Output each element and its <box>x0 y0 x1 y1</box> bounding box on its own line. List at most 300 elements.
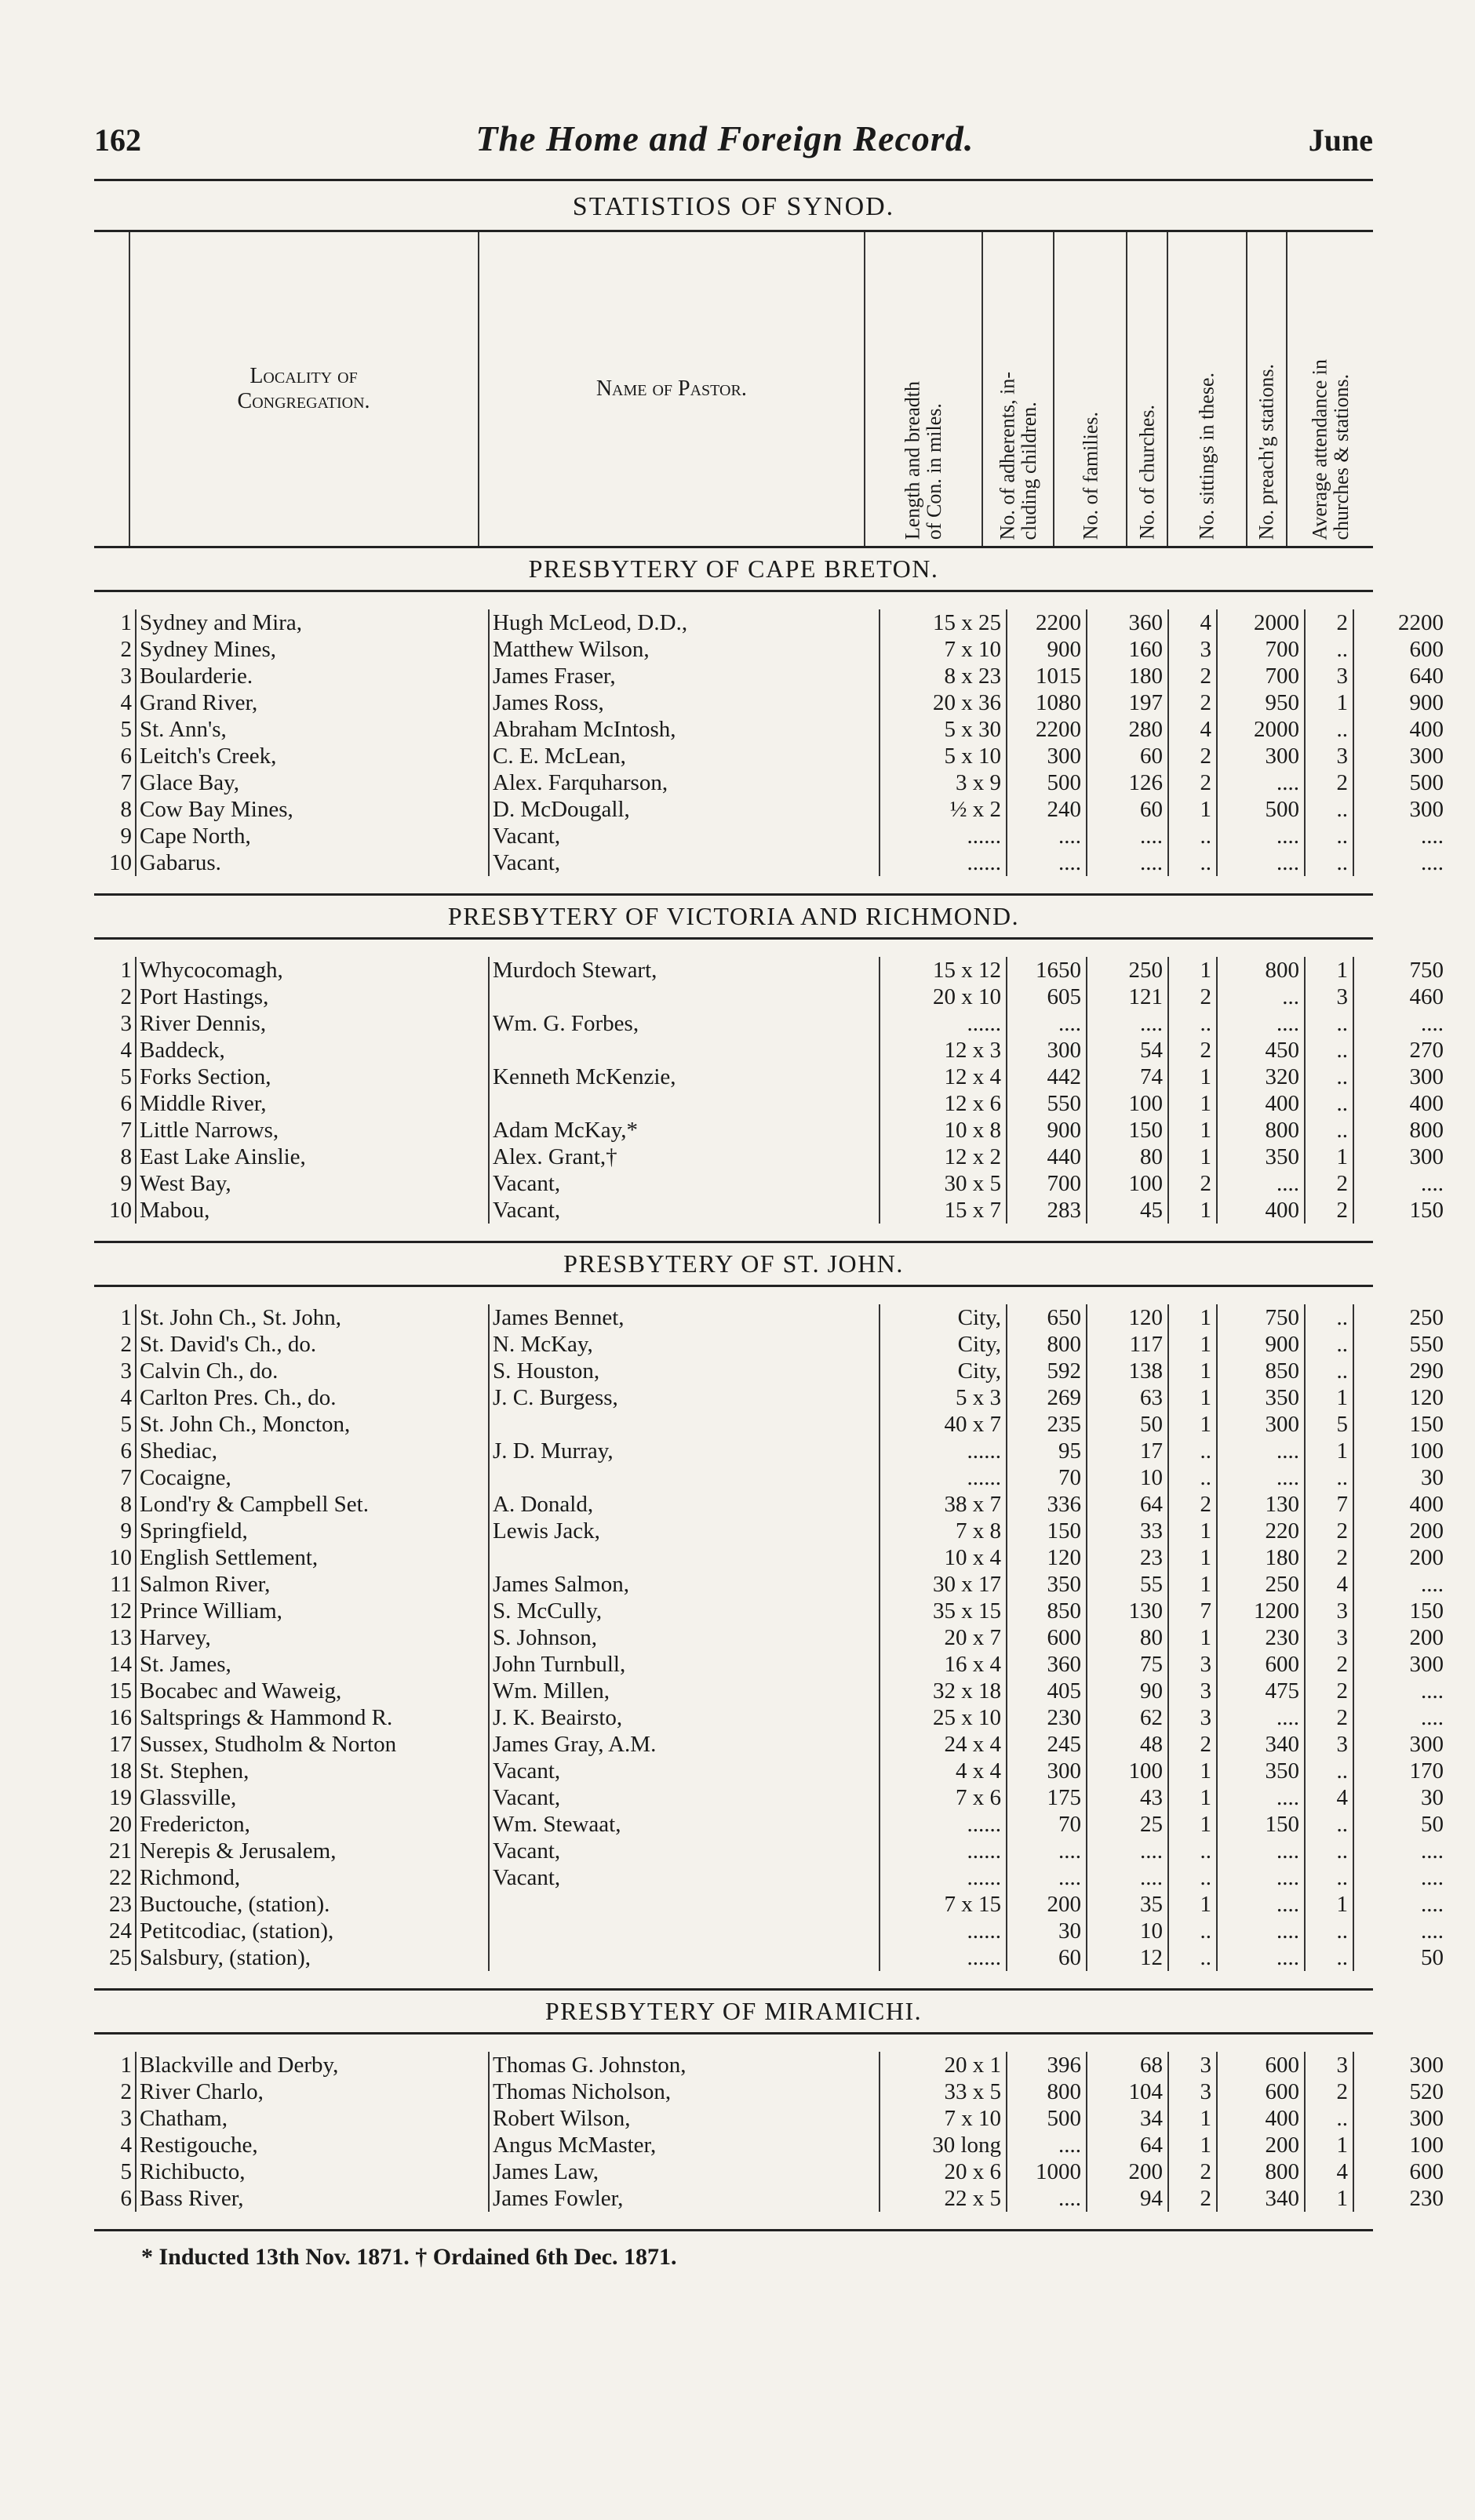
stat-cell: 160 <box>1087 636 1168 663</box>
stat-cell: 800 <box>1217 2158 1305 2185</box>
stat-cell: .... <box>1353 1838 1448 1864</box>
stat-cell: 250 <box>1087 957 1168 984</box>
stat-cell: .... <box>1217 1944 1305 1971</box>
stat-cell: 30 <box>1353 1464 1448 1491</box>
stat-cell: 1000 <box>1007 2158 1087 2185</box>
stat-cell: 2200 <box>1007 716 1087 743</box>
pastor-cell: Kenneth McKenzie, <box>489 1064 880 1090</box>
table-row <box>94 1624 1448 1651</box>
stat-cell: 2 <box>1168 689 1217 716</box>
stat-cell: 300 <box>1353 796 1448 823</box>
stat-cell: 605 <box>1007 984 1087 1010</box>
stat-cell: .... <box>1353 1010 1448 1037</box>
header-attendance-label: Average attendance in churches & stations. <box>1308 358 1353 540</box>
locality-cell: Glace Bay, <box>136 769 489 796</box>
stat-cell: .. <box>1168 1864 1217 1891</box>
stat-cell: 1 <box>1168 1117 1217 1144</box>
stat-cell: 1 <box>1305 689 1353 716</box>
stat-cell: 1650 <box>1007 957 1087 984</box>
table-row <box>94 957 1448 984</box>
stat-cell: .... <box>1087 823 1168 849</box>
row-number: 14 <box>109 1652 132 1677</box>
stat-cell: 94 <box>1087 2185 1168 2212</box>
stat-cell: 1 <box>1168 1624 1217 1651</box>
pastor-cell <box>489 1411 880 1438</box>
stat-cell: ½ x 2 <box>880 796 1007 823</box>
row-number: 6 <box>120 2186 132 2211</box>
row-number: 1 <box>120 1305 132 1330</box>
pastor-cell: Vacant, <box>489 1170 880 1197</box>
stat-cell: 2 <box>1168 2158 1217 2185</box>
stat-cell: 60 <box>1007 1944 1087 1971</box>
stat-cell: .... <box>1007 823 1087 849</box>
header-pastor: Name of Pastor. <box>479 232 866 546</box>
locality-cell: Leitch's Creek, <box>136 743 489 769</box>
stat-cell: 63 <box>1087 1384 1168 1411</box>
pastor-cell: S. Johnson, <box>489 1624 880 1651</box>
stat-cell: 240 <box>1007 796 1087 823</box>
stat-cell: .... <box>1353 1678 1448 1704</box>
stat-cell: 7 x 15 <box>880 1891 1007 1918</box>
stat-cell: 400 <box>1353 1090 1448 1117</box>
pastor-cell: Vacant, <box>489 1784 880 1811</box>
table-row <box>94 1918 1448 1944</box>
pastor-cell: N. McKay, <box>489 1331 880 1358</box>
table-row <box>94 1464 1448 1491</box>
row-number: 2 <box>120 637 132 662</box>
stat-cell: .. <box>1305 1304 1353 1331</box>
stat-cell: .. <box>1305 716 1353 743</box>
presbytery-table <box>94 957 1448 1224</box>
stat-cell: 1 <box>1168 957 1217 984</box>
stat-cell: 200 <box>1217 2132 1305 2158</box>
row-number: 2 <box>120 1332 132 1357</box>
stat-cell: 300 <box>1007 743 1087 769</box>
stat-cell: 175 <box>1007 1784 1087 1811</box>
stat-cell: 3 <box>1168 1651 1217 1678</box>
locality-cell: St. Ann's, <box>136 716 489 743</box>
table-row <box>94 663 1448 689</box>
stat-cell: ...... <box>880 1464 1007 1491</box>
locality-cell: St. James, <box>136 1651 489 1678</box>
stat-cell: 900 <box>1353 689 1448 716</box>
stat-cell: 10 x 4 <box>880 1544 1007 1571</box>
stat-cell: .... <box>1217 823 1305 849</box>
stat-cell: 200 <box>1353 1544 1448 1571</box>
stat-cell: 34 <box>1087 2105 1168 2132</box>
table-row <box>94 849 1448 876</box>
stat-cell: 25 <box>1087 1811 1168 1838</box>
stat-cell: .... <box>1217 1891 1305 1918</box>
stat-cell: 1 <box>1305 1384 1353 1411</box>
row-number: 6 <box>120 1091 132 1116</box>
table-row <box>94 823 1448 849</box>
presbytery-table <box>94 1304 1448 1971</box>
stat-cell: City, <box>880 1358 1007 1384</box>
locality-cell: Sussex, Studholm & Norton <box>136 1731 489 1758</box>
pastor-cell: Thomas Nicholson, <box>489 2078 880 2105</box>
row-number: 9 <box>120 1171 132 1196</box>
stat-cell: 7 <box>1168 1598 1217 1624</box>
stat-cell: 2 <box>1305 769 1353 796</box>
table-row <box>94 796 1448 823</box>
stat-cell: 4 <box>1305 1571 1353 1598</box>
header-locality: Locality of Congregation. <box>129 232 479 546</box>
stat-cell: 400 <box>1217 1090 1305 1117</box>
header-churches <box>1127 232 1167 546</box>
stat-cell: 700 <box>1217 663 1305 689</box>
stat-cell: 1 <box>1168 2105 1217 2132</box>
section-title: STATISTIOS OF SYNOD. <box>572 192 895 221</box>
row-number: 2 <box>120 984 132 1009</box>
locality-cell: Bocabec and Waweig, <box>136 1678 489 1704</box>
stat-cell: 12 x 4 <box>880 1064 1007 1090</box>
stat-cell: 1 <box>1305 2132 1353 2158</box>
pastor-cell: Vacant, <box>489 1197 880 1224</box>
stat-cell: 7 x 10 <box>880 636 1007 663</box>
stat-cell: 33 <box>1087 1518 1168 1544</box>
stat-cell: 1 <box>1168 1090 1217 1117</box>
stat-cell: 2 <box>1168 1037 1217 1064</box>
row-number: 18 <box>109 1758 132 1784</box>
stat-cell: 520 <box>1353 2078 1448 2105</box>
stat-cell: 30 long <box>880 2132 1007 2158</box>
stat-cell: .... <box>1007 1838 1087 1864</box>
stat-cell: 2 <box>1168 1170 1217 1197</box>
stat-cell: 150 <box>1007 1518 1087 1544</box>
stat-cell: 1080 <box>1007 689 1087 716</box>
stat-cell: 1 <box>1168 1144 1217 1170</box>
stat-cell: 442 <box>1007 1064 1087 1090</box>
stat-cell: 2 <box>1168 743 1217 769</box>
stat-cell: 80 <box>1087 1144 1168 1170</box>
header-stations-label: No. preach'g stations. <box>1255 363 1278 540</box>
table-row <box>94 1491 1448 1518</box>
stat-cell: 2 <box>1305 1678 1353 1704</box>
header-stations <box>1247 232 1287 546</box>
stat-cell: .... <box>1217 1170 1305 1197</box>
stat-cell: 15 x 12 <box>880 957 1007 984</box>
stat-cell: .... <box>1217 1838 1305 1864</box>
stat-cell: 2 <box>1305 1170 1353 1197</box>
stat-cell: .... <box>1353 1170 1448 1197</box>
section-gap <box>94 2035 1373 2052</box>
stat-cell: .... <box>1007 1864 1087 1891</box>
table-row <box>94 1438 1448 1464</box>
pastor-cell: Adam McKay,* <box>489 1117 880 1144</box>
pastor-cell: D. McDougall, <box>489 796 880 823</box>
pastor-cell: Alex. Grant,† <box>489 1144 880 1170</box>
stat-cell: 3 <box>1305 663 1353 689</box>
presbytery-table <box>94 609 1448 876</box>
stat-cell: 35 x 15 <box>880 1598 1007 1624</box>
stat-cell: 23 <box>1087 1544 1168 1571</box>
stat-cell: .. <box>1305 823 1353 849</box>
stat-cell: 1 <box>1168 1384 1217 1411</box>
row-number: 15 <box>109 1678 132 1704</box>
table-row <box>94 1010 1448 1037</box>
table-row <box>94 636 1448 663</box>
pastor-cell: S. McCully, <box>489 1598 880 1624</box>
stat-cell: 5 x 3 <box>880 1384 1007 1411</box>
locality-cell: St. John Ch., St. John, <box>136 1304 489 1331</box>
presbytery-title: PRESBYTERY OF CAPE BRETON. <box>94 548 1373 592</box>
stat-cell: .... <box>1087 1010 1168 1037</box>
locality-cell: Petitcodiac, (station), <box>136 1918 489 1944</box>
section-rule <box>94 2212 1373 2231</box>
locality-cell: River Dennis, <box>136 1010 489 1037</box>
header-rule <box>94 179 1373 181</box>
row-number: 7 <box>120 1465 132 1490</box>
table-row <box>94 2078 1448 2105</box>
stat-cell: 800 <box>1217 1117 1305 1144</box>
stat-cell: 4 <box>1168 609 1217 636</box>
row-number: 4 <box>120 690 132 715</box>
pastor-cell: James Bennet, <box>489 1304 880 1331</box>
stat-cell: ...... <box>880 1838 1007 1864</box>
stat-cell: 197 <box>1087 689 1168 716</box>
stat-cell: 2 <box>1305 1518 1353 1544</box>
table-row <box>94 1117 1448 1144</box>
stat-cell: 600 <box>1353 2158 1448 2185</box>
header-length <box>865 232 983 546</box>
locality-cell: Richmond, <box>136 1864 489 1891</box>
stat-cell: 4 x 4 <box>880 1758 1007 1784</box>
locality-cell: English Settlement, <box>136 1544 489 1571</box>
row-number: 4 <box>120 1038 132 1063</box>
stat-cell: .... <box>1353 1704 1448 1731</box>
section-gap <box>94 940 1373 957</box>
stat-cell: 126 <box>1087 769 1168 796</box>
stat-cell: 60 <box>1087 743 1168 769</box>
stat-cell: .... <box>1007 2185 1087 2212</box>
row-number: 16 <box>109 1705 132 1730</box>
stat-cell: 2 <box>1168 663 1217 689</box>
stat-cell: .... <box>1087 1838 1168 1864</box>
stat-cell: 100 <box>1353 1438 1448 1464</box>
stat-cell: .. <box>1168 823 1217 849</box>
page <box>94 118 1444 2271</box>
pastor-cell <box>489 1464 880 1491</box>
stat-cell: 30 x 5 <box>880 1170 1007 1197</box>
pastor-cell: J. K. Beairsto, <box>489 1704 880 1731</box>
stat-cell: 475 <box>1217 1678 1305 1704</box>
locality-cell: Restigouche, <box>136 2132 489 2158</box>
stat-cell: .. <box>1305 1838 1353 1864</box>
row-number: 19 <box>109 1785 132 1810</box>
page-number: 162 <box>94 122 141 158</box>
row-number: 6 <box>120 744 132 769</box>
row-number: 4 <box>120 2133 132 2158</box>
table-row <box>94 1304 1448 1331</box>
locality-cell: Mabou, <box>136 1197 489 1224</box>
stat-cell: 350 <box>1007 1571 1087 1598</box>
table-row <box>94 1358 1448 1384</box>
locality-cell: Fredericton, <box>136 1811 489 1838</box>
stat-cell: 90 <box>1087 1678 1168 1704</box>
stat-cell: 7 x 10 <box>880 2105 1007 2132</box>
stat-cell: 32 x 18 <box>880 1678 1007 1704</box>
row-number: 8 <box>120 1144 132 1169</box>
stat-cell: 130 <box>1217 1491 1305 1518</box>
locality-cell: Baddeck, <box>136 1037 489 1064</box>
locality-cell: Cow Bay Mines, <box>136 796 489 823</box>
presbytery-table <box>94 2052 1448 2212</box>
row-number: 5 <box>120 1064 132 1089</box>
stat-cell: 650 <box>1007 1304 1087 1331</box>
table-row <box>94 689 1448 716</box>
pastor-cell: James Ross, <box>489 689 880 716</box>
stat-cell: 700 <box>1007 1170 1087 1197</box>
stat-cell: .... <box>1353 823 1448 849</box>
stat-cell: .... <box>1353 1864 1448 1891</box>
stat-cell: .. <box>1168 1838 1217 1864</box>
stat-cell: 405 <box>1007 1678 1087 1704</box>
stat-cell: 17 <box>1087 1438 1168 1464</box>
stat-cell: 200 <box>1353 1624 1448 1651</box>
pastor-cell: J. D. Murray, <box>489 1438 880 1464</box>
stat-cell: 16 x 4 <box>880 1651 1007 1678</box>
table-row <box>94 1758 1448 1784</box>
stat-cell: .... <box>1007 2132 1087 2158</box>
stat-cell: 500 <box>1007 769 1087 796</box>
stat-cell: 450 <box>1217 1037 1305 1064</box>
stat-cell: 360 <box>1087 609 1168 636</box>
pastor-cell: S. Houston, <box>489 1358 880 1384</box>
table-row <box>94 1411 1448 1438</box>
stat-cell: 235 <box>1007 1411 1087 1438</box>
stat-cell: .. <box>1305 1090 1353 1117</box>
stat-cell: 460 <box>1353 984 1448 1010</box>
header-families-label: No. of families. <box>1079 411 1102 540</box>
stat-cell: .. <box>1305 1064 1353 1090</box>
locality-cell: Calvin Ch., do. <box>136 1358 489 1384</box>
stat-cell: 3 <box>1168 1678 1217 1704</box>
stat-cell: 100 <box>1087 1090 1168 1117</box>
table-row <box>94 1891 1448 1918</box>
stat-cell: 130 <box>1087 1598 1168 1624</box>
stat-cell: 100 <box>1353 2132 1448 2158</box>
row-number: 3 <box>120 1011 132 1036</box>
stat-cell: 280 <box>1087 716 1168 743</box>
stat-cell: 60 <box>1087 796 1168 823</box>
pastor-cell: C. E. McLean, <box>489 743 880 769</box>
stat-cell: 80 <box>1087 1624 1168 1651</box>
table-row <box>94 1090 1448 1117</box>
locality-cell: St. David's Ch., do. <box>136 1331 489 1358</box>
stat-cell: .. <box>1168 1438 1217 1464</box>
stat-cell: 600 <box>1217 1651 1305 1678</box>
header-number-column <box>94 232 129 546</box>
stat-cell: 50 <box>1087 1411 1168 1438</box>
stat-cell: .... <box>1217 1438 1305 1464</box>
stat-cell: 230 <box>1007 1704 1087 1731</box>
header-adherents <box>983 232 1054 546</box>
header-sittings-label: No. sittings in these. <box>1195 372 1218 540</box>
stat-cell: 3 <box>1305 1731 1353 1758</box>
locality-cell: Lond'ry & Campbell Set. <box>136 1491 489 1518</box>
pastor-cell <box>489 1891 880 1918</box>
stat-cell: 400 <box>1353 1491 1448 1518</box>
stat-cell: 150 <box>1217 1811 1305 1838</box>
stat-cell: 500 <box>1217 796 1305 823</box>
pastor-cell: J. C. Burgess, <box>489 1384 880 1411</box>
stat-cell: 100 <box>1087 1758 1168 1784</box>
locality-cell: Blackville and Derby, <box>136 2052 489 2078</box>
stat-cell: 30 <box>1007 1918 1087 1944</box>
stat-cell: 900 <box>1007 636 1087 663</box>
pastor-cell: James Salmon, <box>489 1571 880 1598</box>
stat-cell: 300 <box>1353 1731 1448 1758</box>
table-row <box>94 1170 1448 1197</box>
stat-cell: 250 <box>1217 1571 1305 1598</box>
stat-cell: 3 <box>1305 1598 1353 1624</box>
table-row <box>94 1651 1448 1678</box>
stat-cell: 22 x 5 <box>880 2185 1007 2212</box>
stat-cell: 150 <box>1353 1197 1448 1224</box>
stat-cell: 3 <box>1305 1624 1353 1651</box>
row-number: 24 <box>109 1918 132 1944</box>
stat-cell: 3 <box>1305 743 1353 769</box>
stat-cell: 64 <box>1087 2132 1168 2158</box>
stat-cell: 1 <box>1168 1197 1217 1224</box>
stat-cell: 2 <box>1168 1731 1217 1758</box>
stat-cell: .. <box>1305 2105 1353 2132</box>
presbytery-title: PRESBYTERY OF ST. JOHN. <box>94 1243 1373 1287</box>
pastor-cell <box>489 1037 880 1064</box>
locality-cell: Middle River, <box>136 1090 489 1117</box>
stat-cell: 150 <box>1353 1598 1448 1624</box>
stat-cell: 400 <box>1353 716 1448 743</box>
header-length-label: Length and breadth of Con. in miles. <box>901 380 946 540</box>
stat-cell: 1 <box>1168 1571 1217 1598</box>
stat-cell: .. <box>1305 1358 1353 1384</box>
table-row <box>94 1384 1448 1411</box>
stat-cell: 1200 <box>1217 1598 1305 1624</box>
locality-cell: Port Hastings, <box>136 984 489 1010</box>
table-row <box>94 2185 1448 2212</box>
stat-cell: .... <box>1217 1864 1305 1891</box>
stat-cell: 300 <box>1007 1758 1087 1784</box>
pastor-cell: James Gray, A.M. <box>489 1731 880 1758</box>
locality-cell: Gabarus. <box>136 849 489 876</box>
pastor-cell: Vacant, <box>489 823 880 849</box>
pastor-cell: Thomas G. Johnston, <box>489 2052 880 2078</box>
stat-cell: 75 <box>1087 1651 1168 1678</box>
table-row <box>94 1784 1448 1811</box>
stat-cell: 300 <box>1353 1144 1448 1170</box>
table-row <box>94 2052 1448 2078</box>
header-churches-label: No. of churches. <box>1135 405 1159 540</box>
stat-cell: .... <box>1007 849 1087 876</box>
table-row <box>94 1944 1448 1971</box>
stat-cell: 300 <box>1007 1037 1087 1064</box>
table-row <box>94 609 1448 636</box>
stat-cell: 440 <box>1007 1144 1087 1170</box>
locality-cell: Sydney Mines, <box>136 636 489 663</box>
table-row <box>94 2158 1448 2185</box>
table-row <box>94 1331 1448 1358</box>
stat-cell: 30 <box>1353 1784 1448 1811</box>
table-row <box>94 1197 1448 1224</box>
stat-cell: 20 x 7 <box>880 1624 1007 1651</box>
header-sittings <box>1168 232 1247 546</box>
locality-cell: Nerepis & Jerusalem, <box>136 1838 489 1864</box>
stat-cell: .... <box>1353 849 1448 876</box>
locality-cell: Boularderie. <box>136 663 489 689</box>
stat-cell: City, <box>880 1304 1007 1331</box>
journal-title: The Home and Foreign Record. <box>475 118 974 158</box>
